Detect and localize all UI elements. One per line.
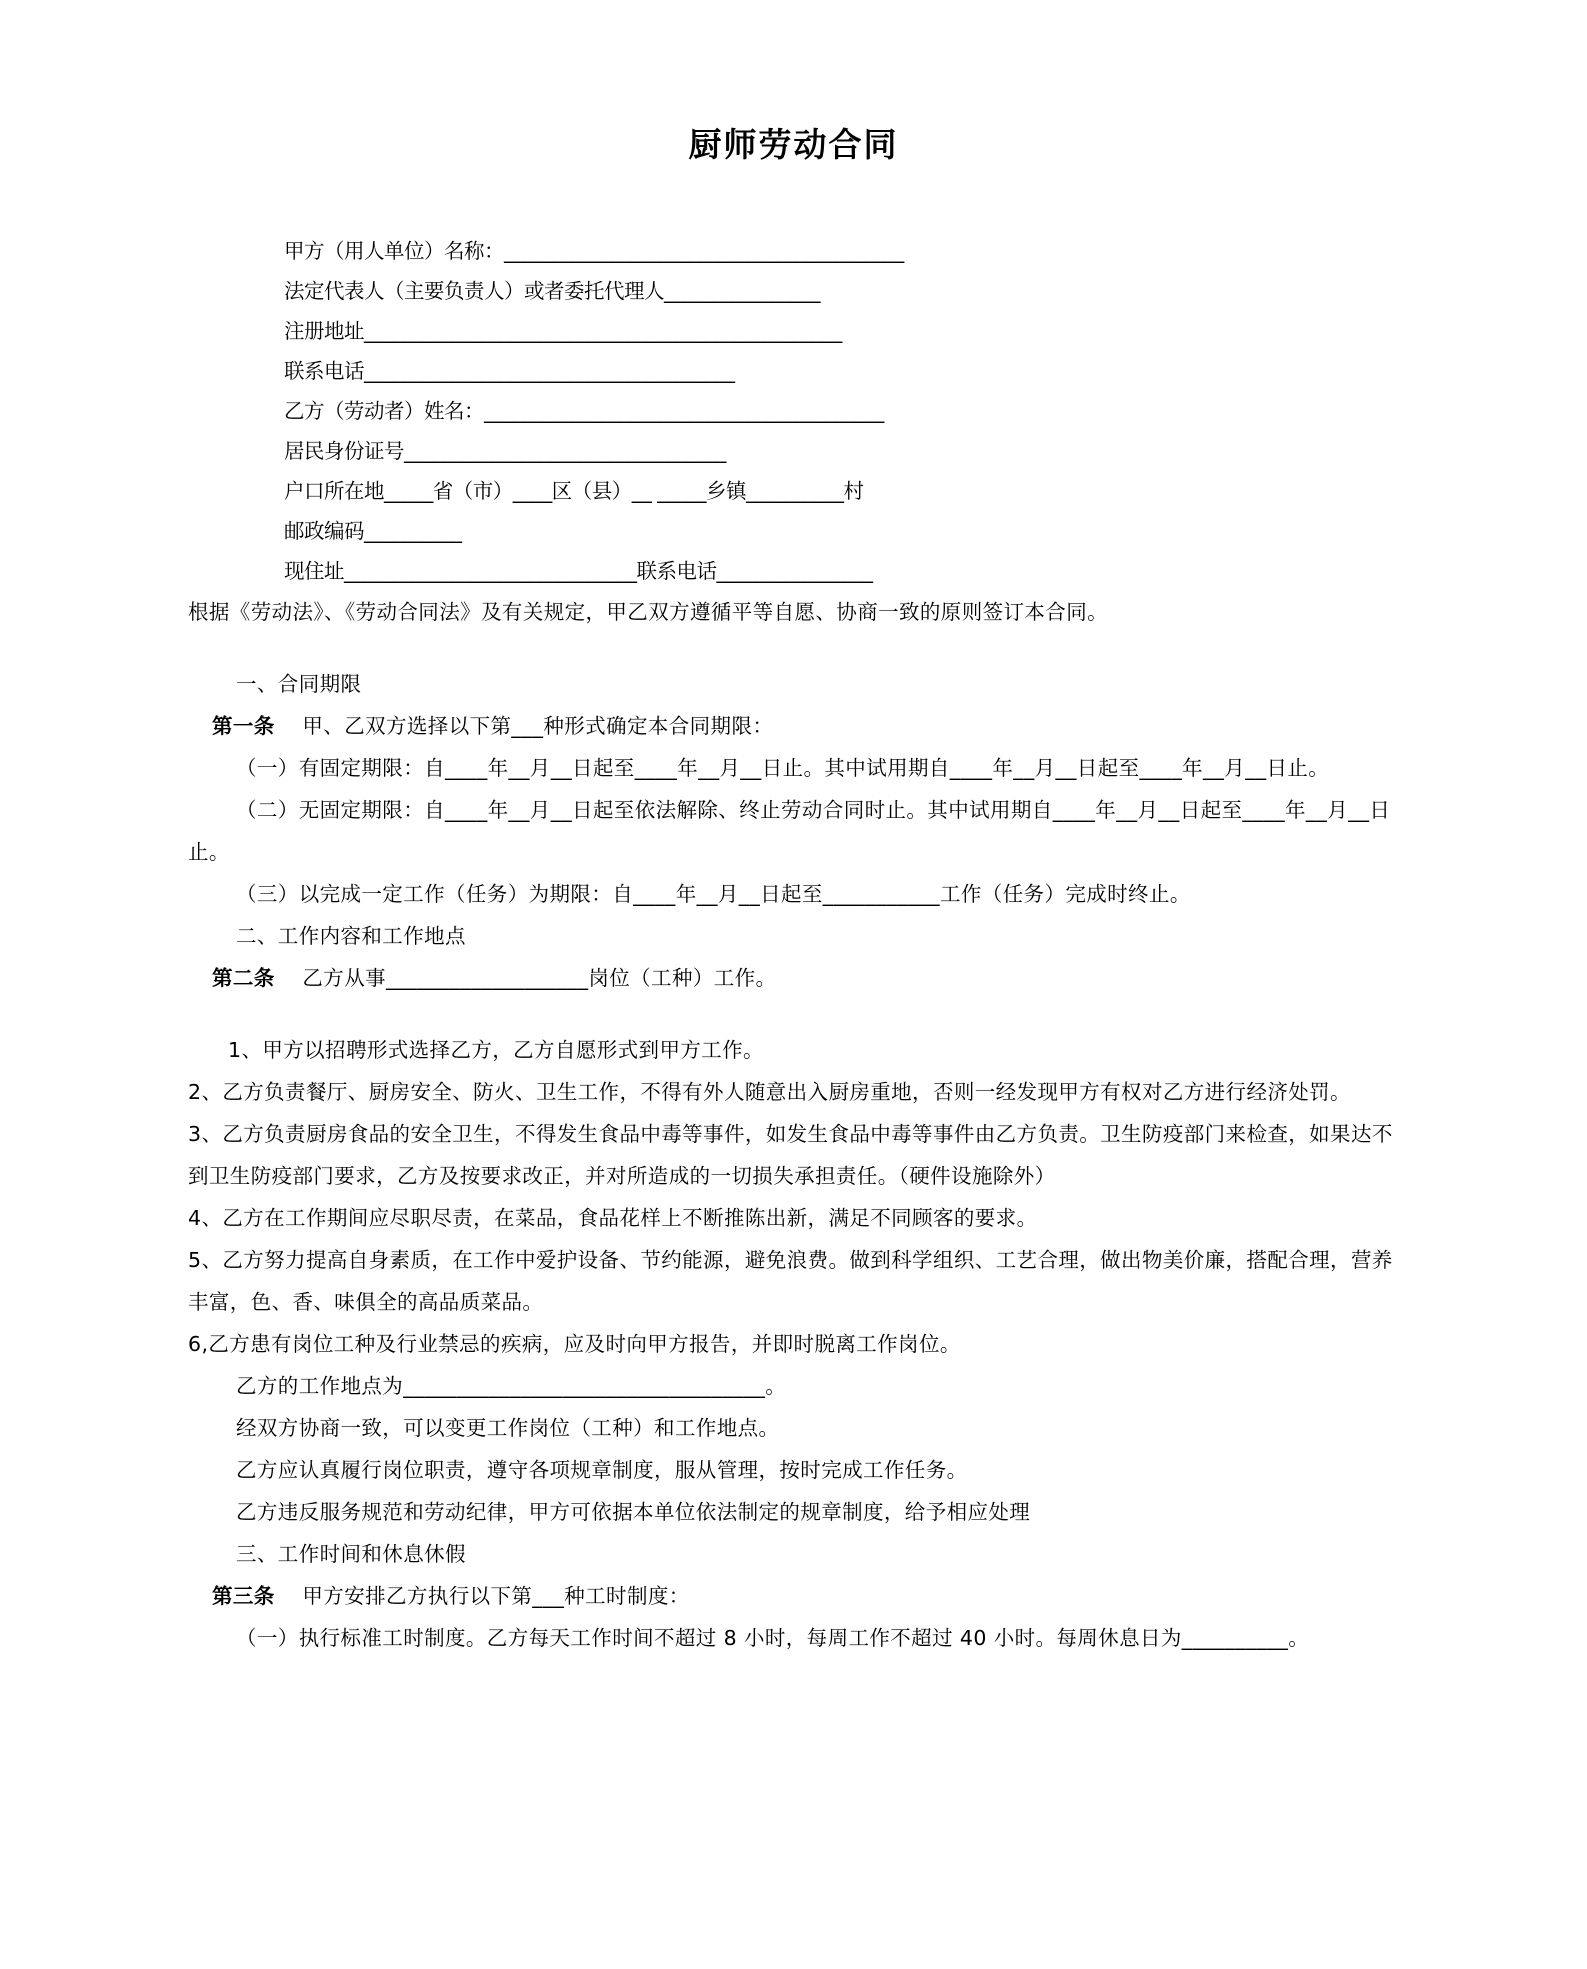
section-two-item-4: 4、乙方在工作期间应尽职尽责，在菜品，食品花样上不断推陈出新，满足不同顾客的要求。 [188,1205,1038,1230]
article-one-line [188,705,1399,747]
field-id-number: 居民身份证号_________________________________ [284,438,726,463]
article-two-label: 第二条 [212,965,275,990]
section-one-item-1: （一）有固定期限：自____年__月__日起至____年__月__日止。其中试用期自____年__月__日起至____年__月__日止。 [236,755,1330,780]
section-one-item-3: （三）以完成一定工作（任务）为期限：自____年__月__日起至___________工作（任务）完成时终止。 [236,881,1191,906]
section-three-item-1: （一）执行标准工时制度。乙方每天工作时间不超过 8 小时，每周工作不超过 40 小时。每周休息日为__________。 [236,1625,1310,1650]
field-household-location: 户口所在地_____省（市）____区（县）__ _____乡镇__________村 [284,478,864,503]
section-two-workplace-line: 乙方的工作地点为__________________________________。 [236,1373,787,1398]
article-three-line [188,1575,1399,1617]
document-body [0,231,1587,1659]
party-information-block [188,231,1399,591]
field-employer-name: 甲方（用人单位）名称：_________________________________________ [284,238,904,263]
field-current-address: 现住址______________________________联系电话________________ [284,558,873,583]
section-heading-three: 三、工作时间和休息休假 [236,1541,466,1566]
section-heading-two: 二、工作内容和工作地点 [236,923,466,948]
field-employer-phone: 联系电话______________________________________ [284,358,735,383]
section-two-item-2: 2、乙方负责餐厅、厨房安全、防火、卫生工作，不得有外人随意出入厨房重地，否则一经发现甲方有权对乙方进行经济处罚。 [188,1079,1351,1104]
field-employee-name: 乙方（劳动者）姓名：_________________________________________ [284,398,884,423]
section-two-item-5: 5、乙方努力提高自身素质，在工作中爱护设备、节约能源，避免浪费。做到科学组织、工艺合理，做出物美价廉，搭配合理，营养丰富，色、香、味俱全的高品质菜品。 [188,1247,1393,1314]
section-two-item-1: 1、甲方以招聘形式选择乙方，乙方自愿形式到甲方工作。 [228,1037,764,1062]
article-two-text: 乙方从事___________________岗位（工种）工作。 [302,965,777,990]
field-postal-code: 邮政编码__________ [284,518,462,543]
section-heading-one: 一、合同期限 [236,671,362,696]
article-three-label: 第三条 [212,1583,275,1608]
section-two-violation-line: 乙方违反服务规范和劳动纪律，甲方可依据本单位依法制定的规章制度，给予相应处理 [236,1499,1031,1524]
article-one-text: 甲、乙双方选择以下第___种形式确定本合同期限： [302,713,774,738]
field-registered-address: 注册地址_________________________________________________ [284,318,842,343]
section-two-duties-line: 乙方应认真履行岗位职责，遵守各项规章制度，服从管理，按时完成工作任务。 [236,1457,968,1482]
section-two-item-3: 3、乙方负责厨房食品的安全卫生，不得发生食品中毒等事件，如发生食品中毒等事件由乙方负责。卫生防疫部门来检查，如果达不到卫生防疫部门要求，乙方及按要求改正，并对所造成的一切损失承担责任。（硬件设施除外） [188,1121,1393,1188]
article-two-line [188,957,1399,999]
page-title: 厨师劳动合同 [688,125,899,164]
field-legal-representative: 法定代表人（主要负责人）或者委托代理人________________ [284,278,820,303]
section-one-item-2: （二）无固定期限：自____年__月__日起至依法解除、终止劳动合同时止。其中试用期自____年__月__日起至____年__月__日止。 [188,797,1391,864]
section-two-change-line: 经双方协商一致，可以变更工作岗位（工种）和工作地点。 [236,1415,780,1440]
article-one-label: 第一条 [212,713,275,738]
article-three-text: 甲方安排乙方执行以下第___种工时制度： [302,1583,690,1608]
section-two-item-6: 6,乙方患有岗位工种及行业禁忌的疾病，应及时向甲方报告，并即时脱离工作岗位。 [188,1331,961,1356]
preamble-paragraph: 根据《劳动法》、《劳动合同法》及有关规定，甲乙双方遵循平等自愿、协商一致的原则签订本合同。 [188,599,1108,624]
